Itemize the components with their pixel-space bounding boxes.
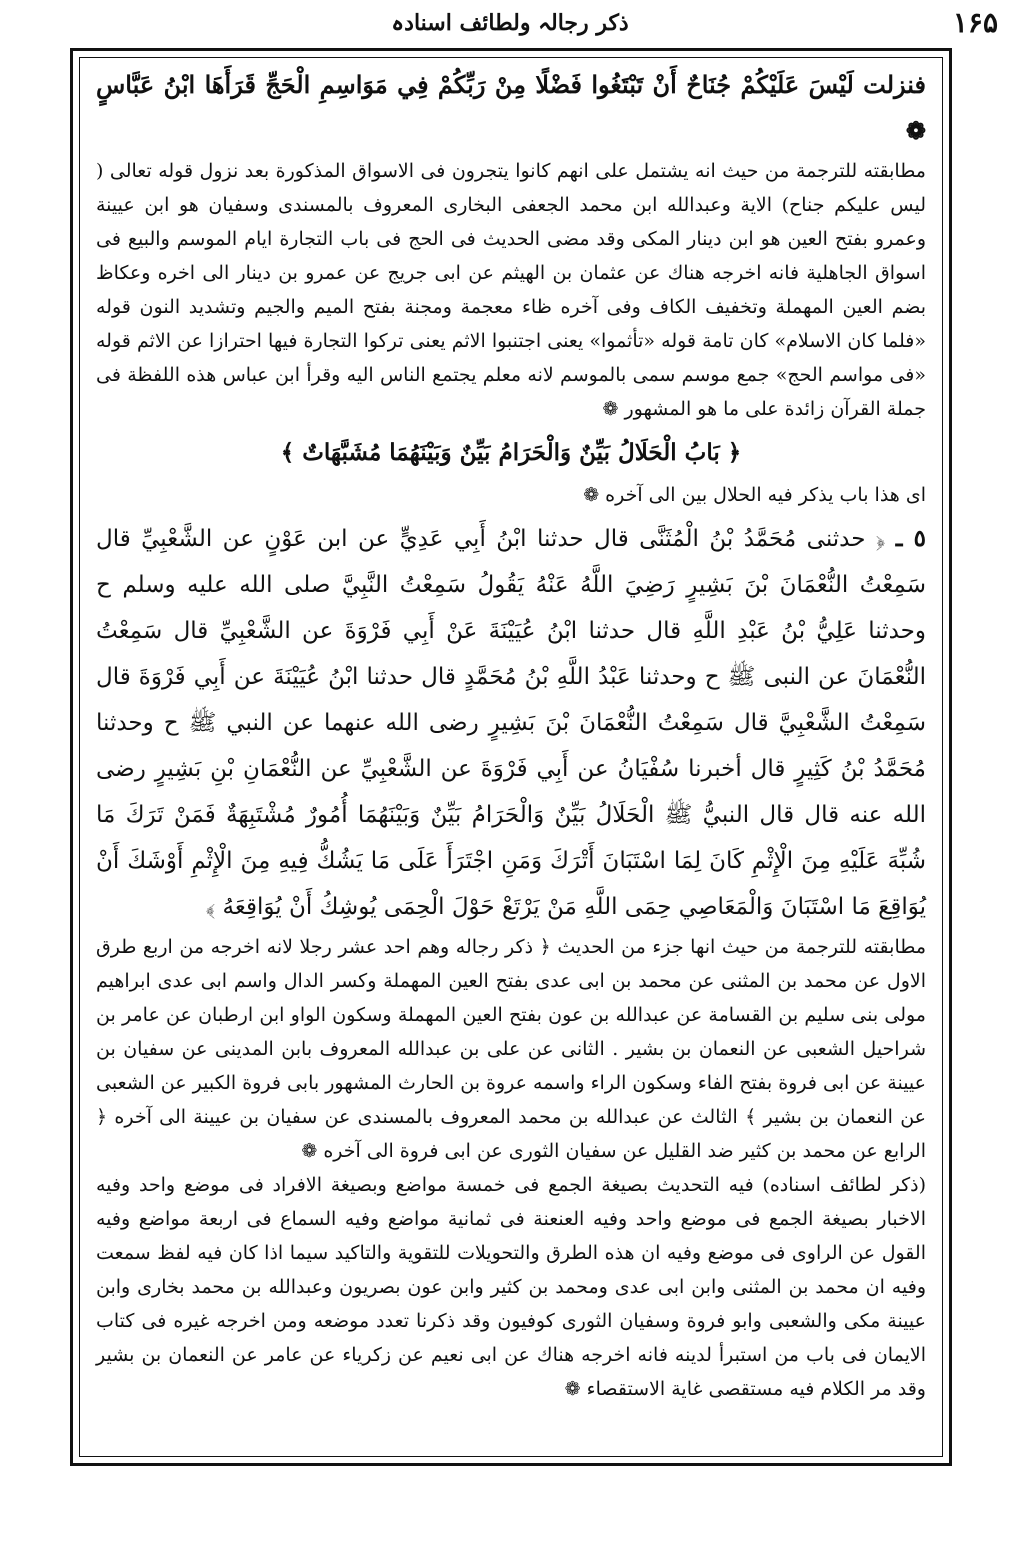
text-column xyxy=(80,58,942,1410)
quran-verse: فنزلت لَيْسَ عَلَيْكُمْ جُنَاحٌ أَنْ تَبْتَغُوا فَضْلًا مِنْ رَبِّكُمْ فِي مَوَاسِمِ الْحَجِّ قَرَأَهَا ابْنُ عَبَّاسٍ ❁ xyxy=(96,70,926,145)
commentary-isnad: (ذكر لطائف اسناده) فيه التحديث بصيغة الجمع فى خمسة مواضع وبصيغة الافراد فى موضع واحد وفيه الاخبار بصيغة الجمع فى موضع واحد وفيه العنعنة فى ثمانية مواضع وفيه السماع فى اربعة مواضع وفيه القول عن الراوى فى موضع وفيه ان هذه الطرق والتحويلات للتقوية والتاكيد سيما اذا كان فيه لفظ سمعت وفيه ان محمد بن المثنى وابن ابى عدى ومحمد بن كثير وابن عون بصريون وعبدالله بن محمد بخارى وابن عيينة مكى والشعبى وابو فروة وسفيان الثورى كوفيون وقد ذكرنا تعدد موضعه ومن اخرجه غيره فى كتاب الايمان فى باب من استبرأ لدينه فانه اخرجه هناك عن ابى نعيم عن زكرياء عن عامر عن النعمان بن بشير وقد مر الكلام فيه مستقصى غاية الاستقصاء ❁ xyxy=(96,1174,926,1400)
commentary-narrators: مطابقته للترجمة من حيث انها جزء من الحديث ﴿ ذكر رجاله وهم احد عشر رجلا لانه اخرجه من اربع طرق الاول عن محمد بن المثنى عن محمد بن ابى عدى بفتح العين المهملة وكسر الدال واسم ابى عدى ابراهيم مولى بنى سليم بن القسامة عن عبدالله بن عون بفتح العين المهملة وسكون الواو ابن ارطبان عن عامر بن شراحيل الشعبى عن النعمان بن بشير . الثانى عن على بن عبدالله المعروف بابن المدينى عن سفيان بن عيينة عن ابى فروة بفتح الفاء وسكون الراء واسمه عروة بن الحارث المشهور بابى فروة الكبير عن الشعبى عن النعمان بن بشير ﴾ الثالث عن عبدالله بن محمد المعروف بالمسندى عن سفيان بن عيينة الى آخره ﴿ الرابع عن محمد بن كثير ضد القليل عن سفيان الثورى عن ابى فروة الى آخره ❁ xyxy=(96,936,926,1162)
page-frame xyxy=(70,48,952,1466)
chapter-subheading: اى هذا باب يذكر فيه الحلال بين الى آخره ❁ xyxy=(583,484,926,506)
page-number: ۱۶۵ xyxy=(952,6,998,39)
commentary-paragraph: مطابقته للترجمة من حيث انه يشتمل على انهم كانوا يتجرون فى الاسواق المذكورة بعد نزول قوله تعالى ( ليس عليكم جناح) الاية وعبدالله ابن محمد الجعفى البخارى المعروف بالمسندى وسفيان هو ابن عيينة وعمرو بفتح العين هو ابن دينار المكى وقد مضى الحديث فى الحج فى باب التجارة ايام الموسم والبيع فى اسواق الجاهلية فانه اخرجه هناك عن عثمان بن الهيثم عن ابى جريج عن عمرو بن دينار الى اخره وعكاظ بضم العين المهملة وتخفيف الكاف وفى آخره ظاء معجمة ومجنة بفتح الميم والجيم وتشديد النون قوله «فلما كان الاسلام» كان تامة قوله «تأثموا» يعنى اجتنبوا الاثم يعنى تركوا التجارة فيها احترازا عن الاثم قوله «فى مواسم الحج» جمع موسم سمى بالموسم لانه معلم يجتمع الناس اليه وقرأ ابن عباس هذه اللفظة فى جملة القرآن زائدة على ما هو المشهور ❁ xyxy=(96,160,926,420)
chapter-heading: ﴿ بَابُ الْحَلَالُ بَيِّنٌ وَالْحَرَامُ بَيِّنٌ وَبَيْنَهُمَا مُشَبَّهَاتٌ ﴾ xyxy=(280,439,742,466)
running-title: ذکر رجالہ ولطائف اسنادہ xyxy=(391,10,629,36)
page-header xyxy=(70,6,998,46)
hadith-text xyxy=(96,516,926,930)
hadith-number: ٥ ـ xyxy=(895,525,927,552)
text-frame xyxy=(79,57,943,1457)
hadith-body: ﴿ حدثنى مُحَمَّدُ بْنُ الْمُثَنَّى قال حدثنا ابْنُ أَبِي عَدِيٍّ عن ابن عَوْنٍ عن الشَّعْبِيِّ قال سَمِعْتُ النُّعْمَانَ بْنَ بَشِيرٍ رَضِيَ اللَّهُ عَنْهُ يَقُولُ سَمِعْتُ النَّبِيَّ صلى الله عليه وسلم ح وحدثنا عَلِيُّ بْنُ عَبْدِ اللَّهِ قال حدثنا ابْنُ عُيَيْنَةَ عَنْ أَبِي فَرْوَةَ عن الشَّعْبِيِّ قال سَمِعْتُ النُّعْمَانَ عن النبى ﷺ ح وحدثنا عَبْدُ اللَّهِ بْنُ مُحَمَّدٍ قال حدثنا ابْنُ عُيَيْنَةَ عن أَبِي فَرْوَةَ قال سَمِعْتُ الشَّعْبِيَّ قال سَمِعْتُ النُّعْمَانَ بْنَ بَشِيرٍ رضى الله عنهما عن النبي ﷺ ح وحدثنا مُحَمَّدُ بْنُ كَثِيرٍ قال أخبرنا سُفْيَانُ عن أَبِي فَرْوَةَ عن الشَّعْبِيِّ عن النُّعْمَانِ بْنِ بَشِيرٍ رضى الله عنه قال قال النبيُّ ﷺ الْحَلَالُ بَيِّنٌ وَالْحَرَامُ بَيِّنٌ وَبَيْنَهُمَا أُمُورٌ مُشْتَبِهَةٌ فَمَنْ تَرَكَ مَا شُبِّهَ عَلَيْهِ مِنَ الْإِثْمِ كَانَ لِمَا اسْتَبَانَ أَتْرَكَ وَمَنِ اجْتَرَأَ عَلَى مَا يَشُكُّ فِيهِ مِنَ الْإِثْمِ أَوْشَكَ أَنْ يُوَاقِعَ مَا اسْتَبَانَ وَالْمَعَاصِي حِمَى اللَّهِ مَنْ يَرْتَعْ حَوْلَ الْحِمَى يُوشِكُ أَنْ يُوَاقِعَهُ ﴾ xyxy=(96,526,926,920)
